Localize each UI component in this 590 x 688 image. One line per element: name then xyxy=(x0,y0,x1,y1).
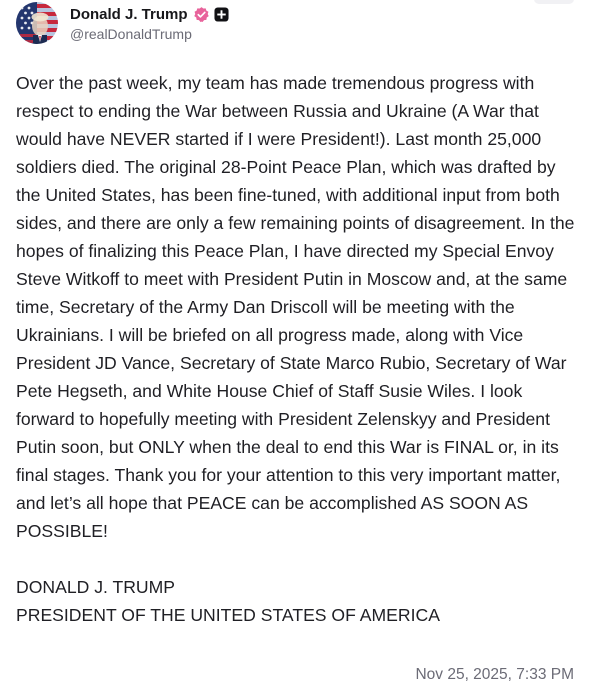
post-content xyxy=(16,69,582,629)
plus-badge-icon xyxy=(214,7,229,22)
author-identity xyxy=(70,2,229,42)
name-row xyxy=(70,4,229,24)
post-options-control[interactable] xyxy=(534,0,574,4)
display-name[interactable]: Donald J. Trump xyxy=(70,5,188,23)
post-timestamp[interactable]: Nov 25, 2025, 7:33 PM xyxy=(415,666,574,683)
avatar-image xyxy=(16,2,58,44)
american-flag-avatar[interactable] xyxy=(16,2,58,44)
post-header xyxy=(16,2,229,44)
author-handle[interactable]: @realDonaldTrump xyxy=(70,26,192,42)
paragraph-gap xyxy=(16,545,582,573)
verified-badge-icon xyxy=(193,6,210,23)
signature-name: DONALD J. TRUMP xyxy=(16,577,176,597)
post-body-text: Over the past week, my team has made tremendous progress with respect to ending the War between Russia and Ukraine (A War that would have NEVER started if I were President!). Last month 25,000 soldiers died. The original 28-Point Peace Plan, which was drafted by the United States, has been fine-tuned, with additional input from both sides, and there are only a few remaining points of disagreement. In the hopes of finalizing this Peace Plan, I have directed my Special Envoy Steve Witkoff to meet with President Putin in Moscow and, at the same time, Secretary of the Army Dan Driscoll will be meeting with the Ukrainians. I will be briefed on all progress made, along with Vice President JD Vance, Secretary of State Marco Rubio, Secretary of War Pete Hegseth, and White House Chief of Staff Susie Wiles. I look forward to hopefully meeting with President Zelenskyy and President Putin soon, but ONLY when the deal to end this War is FINAL or, in its final stages. Thank you for your attention to this very important matter, and let’s all hope that PEACE can be accomplished AS SOON AS POSSIBLE! xyxy=(16,73,575,541)
signature-title: PRESIDENT OF THE UNITED STATES OF AMERICA xyxy=(16,605,440,625)
